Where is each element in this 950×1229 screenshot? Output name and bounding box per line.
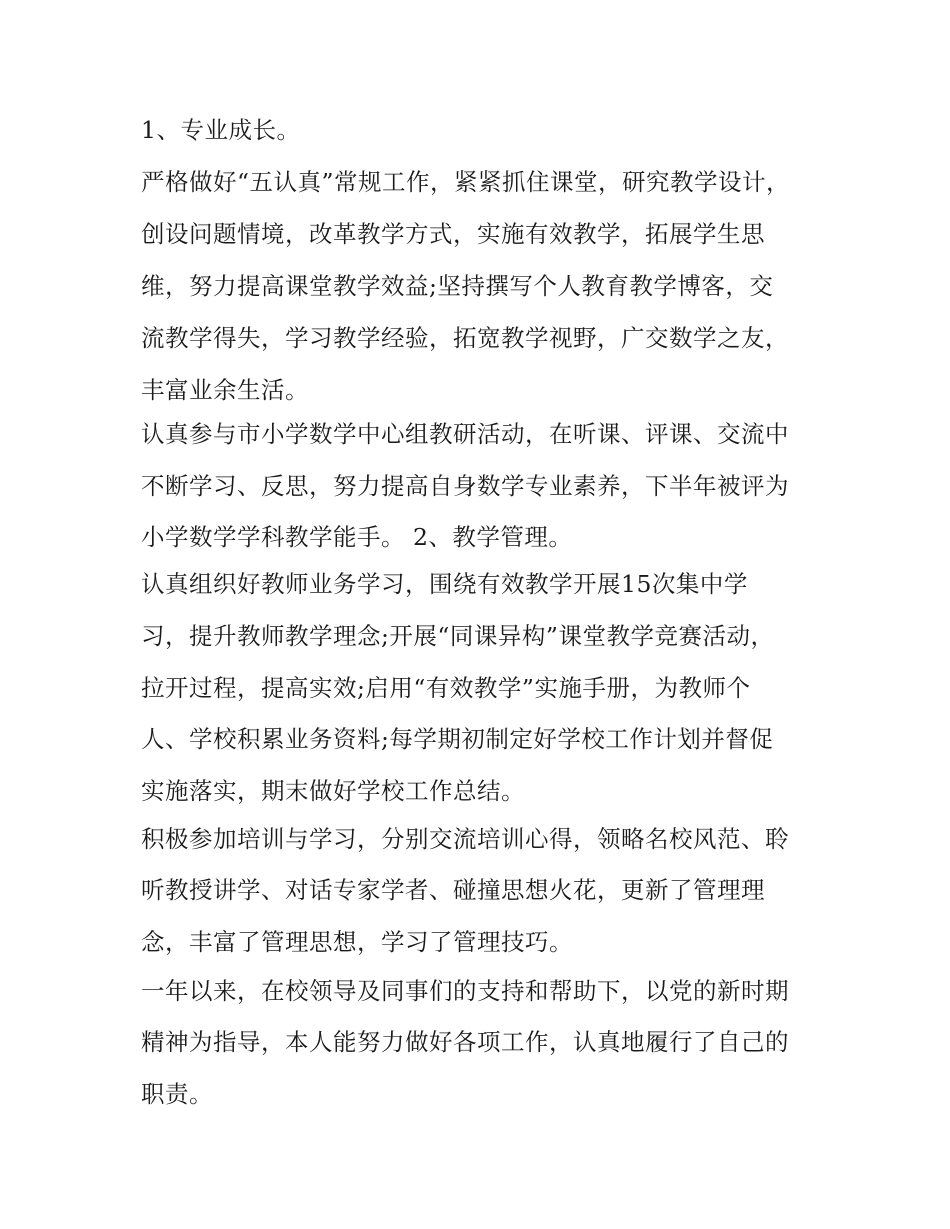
text-line: 创设问题情境，改革教学方式，实施有效教学，拓展学生思 — [141, 220, 765, 248]
text-line: 听教授讲学、对话专家学者、碰撞思想火花，更新了管理理 — [141, 876, 765, 904]
text-line: 1、专业成长。 — [141, 116, 301, 144]
text-line: 认真参与市小学数学中心组教研活动，在听课、评课、交流中 — [141, 420, 789, 448]
text-line: 念，丰富了管理思想，学习了管理技巧。 — [141, 928, 573, 956]
text-line: 小学数学学科教学能手。 2、教学管理。 — [141, 523, 573, 551]
text-line: 维，努力提高课堂教学效益;坚持撰写个人教育教学博客，交 — [141, 272, 774, 300]
text-line: 一年以来，在校领导及同事们的支持和帮助下，以党的新时期 — [141, 977, 789, 1005]
text-line: 精神为指导，本人能努力做好各项工作，认真地履行了自己的 — [141, 1028, 789, 1056]
text-line: 职责。 — [141, 1080, 213, 1108]
text-line: 积极参加培训与学习，分别交流培训心得，领略名校风范、聆 — [141, 825, 789, 853]
text-line: 丰富业余生活。 — [141, 376, 309, 404]
text-line: 不断学习、反思，努力提高自身数学专业素养，下半年被评为 — [141, 472, 789, 500]
text-line: 人、学校积累业务资料;每学期初制定好学校工作计划并督促 — [141, 725, 774, 753]
text-line: 习，提升教师教学理念;开展“同课异构”课堂教学竞赛活动， — [141, 622, 775, 650]
text-line: 拉开过程，提高实效;启用“有效教学”实施手册，为教师个 — [141, 674, 751, 702]
text-line: 严格做好“五认真”常规工作，紧紧抓住课堂，研究教学设计， — [141, 168, 791, 196]
text-line: 认真组织好教师业务学习，围绕有效教学开展15次集中学 — [141, 570, 748, 598]
text-line: 流教学得失，学习教学经验，拓宽教学视野，广交数学之友， — [141, 324, 789, 352]
text-line: 实施落实，期末做好学校工作总结。 — [141, 777, 525, 805]
